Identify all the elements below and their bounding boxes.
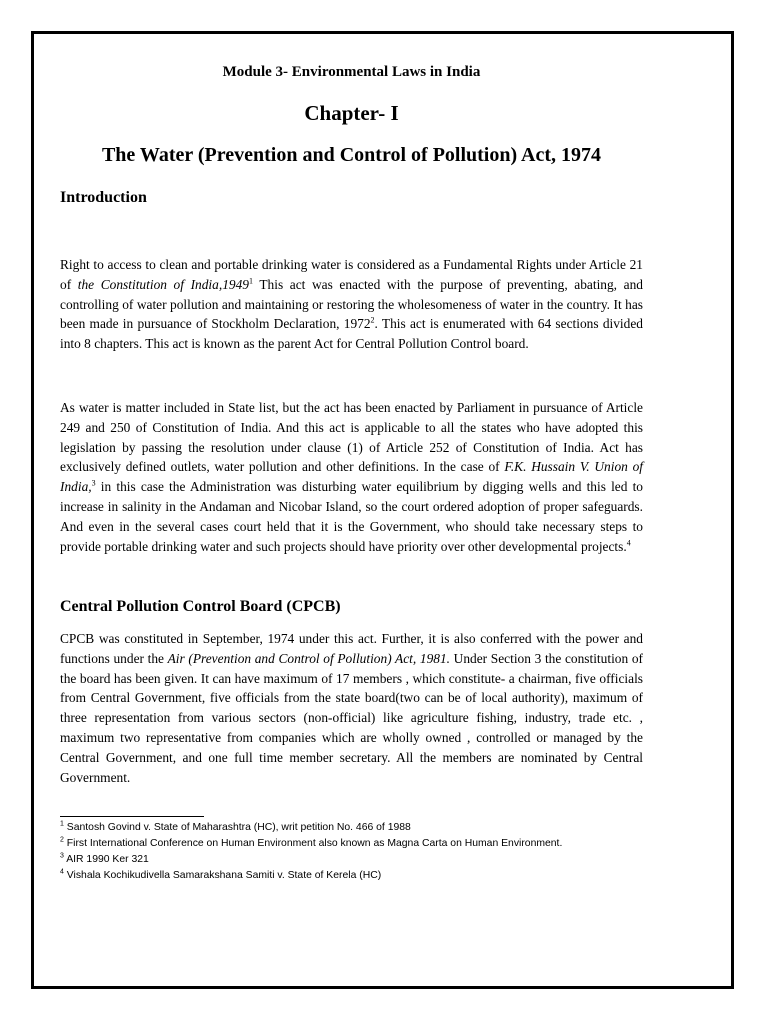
footnote-number: 4 xyxy=(60,868,64,876)
footnote-text: Vishala Kochikudivella Samarakshana Samiti v. State of Kerela (HC) xyxy=(63,870,382,881)
footnote-text: First International Conference on Human Environment also known as Magna Carta on Human Environment. xyxy=(63,838,563,849)
intro-p1-text-f: . This act is enumerated with 64 sections divided into 8 chapters. This act is known as the parent Act for Central Pollution Control board. xyxy=(60,316,643,352)
footnote-ref-3[interactable]: 3 xyxy=(91,478,96,488)
footnote-separator xyxy=(60,816,204,817)
intro-p1-text-d: This act was enacted with the purpose of preventing, abating, and controlling of water pollution and maintaining or restoring the wholesomeness of water in the country. It has been made in pursuance of Stockholm Declaration, 1972 xyxy=(60,276,643,332)
footnote-number: 3 xyxy=(60,852,64,860)
footnote-number: 2 xyxy=(60,836,64,844)
act-title: The Water (Prevention and Control of Pollution) Act, 1974 xyxy=(101,144,602,166)
cpcb-text-a: CPCB was constituted in September, 1974 under this act. Further, it is also conferred with the power and functions under the xyxy=(60,631,643,666)
footnote-number: 1 xyxy=(60,820,64,828)
chapter-title: Chapter- I xyxy=(304,101,399,125)
cpcb-heading: Central Pollution Control Board (CPCB) xyxy=(60,598,341,615)
cpcb-paragraph xyxy=(60,629,643,787)
intro-p2-text-d: in this case the Administration was disturbing water equilibrium by digging wells and this led to increase in salinity in the Andaman and Nicobar Island, so the court ordered adoption of proper safeguards. And even in the several cases court held that it is the Government, who should take necessary steps to provide portable drinking water and such projects should have priority over other developmental projects. xyxy=(60,479,643,554)
footnote-ref-1[interactable]: 1 xyxy=(248,276,253,286)
footnotes xyxy=(60,820,660,884)
footnote-ref-4[interactable]: 4 xyxy=(626,538,631,548)
footnote-3 xyxy=(60,852,660,868)
footnote-text: Santosh Govind v. State of Maharashtra (HC), writ petition No. 466 of 1988 xyxy=(63,822,411,833)
module-title: Module 3- Environmental Laws in India xyxy=(222,64,481,80)
footnote-ref-2[interactable]: 2 xyxy=(370,315,375,325)
cpcb-text-c: Under Section 3 the constitution of the board has been given. It can have maximum of 17 members , which constitute- a chairman, five officials from Central Government, five officials from the state board(two can be of local authority), maximum of three representation from various sectors (non-official) like agriculture fishing, industry, trade etc. , maximum two representative from companies which are wholly owned , controlled or managed by the Central Government, and one full time member secretary. All the members are nominated by Central Government. xyxy=(60,650,643,785)
introduction-paragraph-1 xyxy=(60,255,643,354)
footnote-2 xyxy=(60,836,660,852)
footnote-1 xyxy=(60,820,660,836)
air-act-citation: Air (Prevention and Control of Pollution) Act, 1981. xyxy=(167,650,451,666)
footnote-4 xyxy=(60,868,660,884)
constitution-citation: the Constitution of India,1949 xyxy=(77,276,249,292)
intro-p2-text-a: As water is matter included in State list, but the act has been enacted by Parliament in pursuance of Article 249 and 250 of Constitution of India. And this act is applicable to all the states who have adopted this legislation by passing the resolution under clause (1) of Article 252 of Constitution of India. Act has exclusively defined outlets, water pollution and other definitions. In the case of xyxy=(60,400,643,475)
footnote-text: AIR 1990 Ker 321 xyxy=(63,854,149,865)
intro-p1-text-a: Right to access to clean and portable drinking water is considered as a Fundamental Rights under Article 21 of xyxy=(60,257,643,292)
case-citation: F.K. Hussain V. Union of India, xyxy=(60,459,644,495)
introduction-paragraph-2 xyxy=(60,398,643,556)
introduction-heading: Introduction xyxy=(60,189,147,206)
